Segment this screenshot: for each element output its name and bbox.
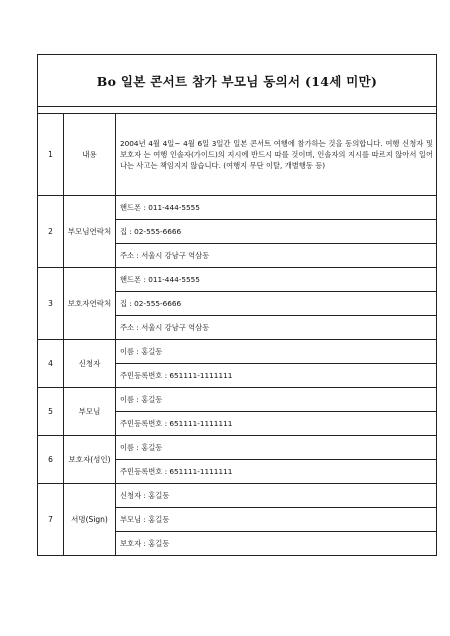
row-number: 1	[38, 114, 64, 196]
row-label: 보호자(성인)	[64, 436, 116, 484]
gap-row	[38, 107, 437, 114]
table-row	[38, 484, 437, 508]
row-content: 2004년 4월 4일~ 4월 6일 3일간 일본 콘서트 여행에 참가하는 것을 동의합니다. 여행 신청자 및 보호자 는 여행 인솔자(가이드)의 지시에 반드시 따를 것이며, 인솔자의 지시를 따르지 않아서 일어나는 사고는 책임지지 않습니다. (여행지 무단 이탈, 개별행동 등)	[116, 114, 437, 196]
content-line: 핸드폰 : 011-444-5555	[116, 268, 437, 292]
consent-form	[37, 54, 437, 556]
content-line: 부모님 : 홍길동	[116, 508, 437, 532]
form-title: Bo 일본 콘서트 참가 부모님 동의서 (14세 미만)	[38, 55, 437, 107]
content-line: 주민등록번호 : 651111-1111111	[116, 412, 437, 436]
row-label: 서명(Sign)	[64, 484, 116, 556]
content-line: 집 : 02-555-6666	[116, 292, 437, 316]
content-line: 주민등록번호 : 651111-1111111	[116, 460, 437, 484]
content-line: 주민등록번호 : 651111-1111111	[116, 364, 437, 388]
row-label: 신청자	[64, 340, 116, 388]
row-label: 부모님	[64, 388, 116, 436]
row-number: 6	[38, 436, 64, 484]
row-number: 4	[38, 340, 64, 388]
row-label: 내용	[64, 114, 116, 196]
form-table	[37, 54, 437, 556]
content-line: 핸드폰 : 011-444-5555	[116, 196, 437, 220]
title-row	[38, 55, 437, 107]
content-line: 이름 : 홍길동	[116, 388, 437, 412]
content-line: 주소 : 서울시 강남구 역삼동	[116, 244, 437, 268]
content-line: 이름 : 홍길동	[116, 340, 437, 364]
table-row	[38, 340, 437, 364]
table-row	[38, 436, 437, 460]
row-number: 2	[38, 196, 64, 268]
table-row	[38, 196, 437, 220]
row-label: 부모님연락처	[64, 196, 116, 268]
content-line: 주소 : 서울시 강남구 역삼동	[116, 316, 437, 340]
content-line: 보호자 : 홍길동	[116, 532, 437, 556]
table-row	[38, 114, 437, 196]
table-row	[38, 388, 437, 412]
content-line: 신청자 : 홍길동	[116, 484, 437, 508]
content-line: 집 : 02-555-6666	[116, 220, 437, 244]
row-number: 7	[38, 484, 64, 556]
row-number: 5	[38, 388, 64, 436]
content-line: 이름 : 홍길동	[116, 436, 437, 460]
row-label: 보호자연락처	[64, 268, 116, 340]
table-row	[38, 268, 437, 292]
row-number: 3	[38, 268, 64, 340]
